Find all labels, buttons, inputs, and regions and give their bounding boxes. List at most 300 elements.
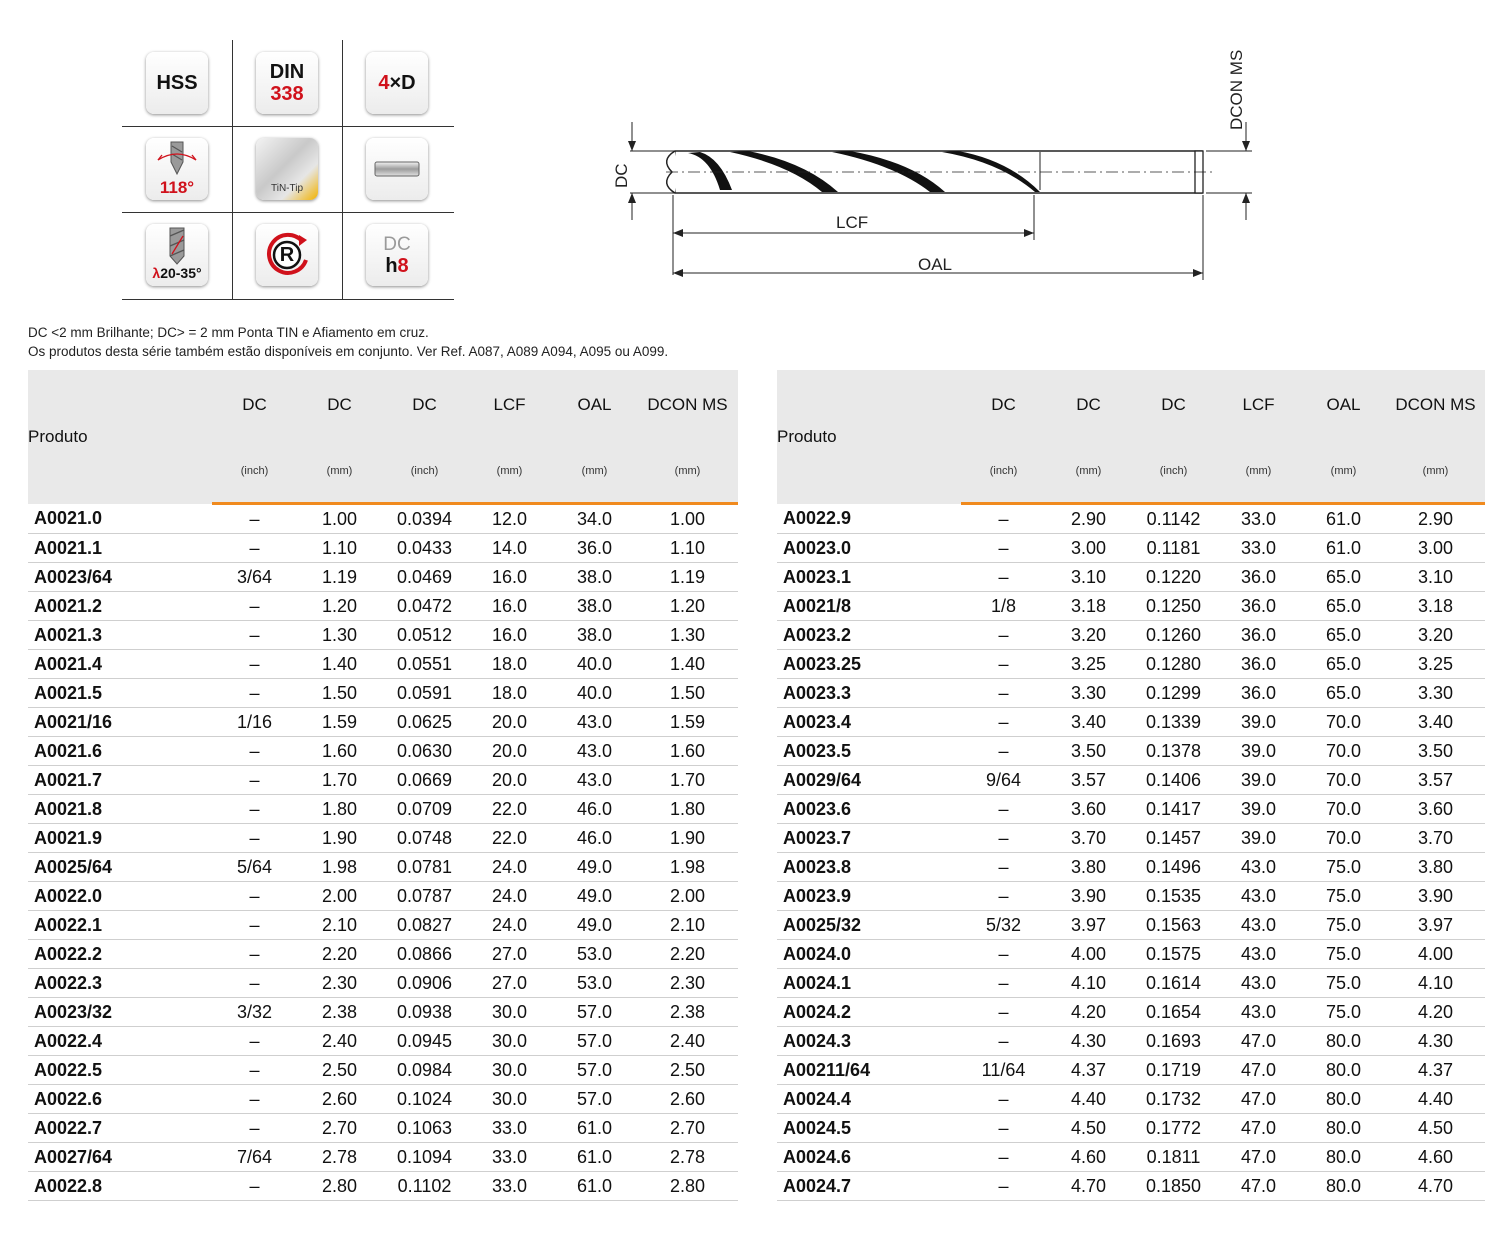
product-table-left (28, 370, 738, 1201)
table-cell: – (961, 621, 1046, 650)
table-cell: 65.0 (1301, 621, 1386, 650)
table-cell: 80.0 (1301, 1056, 1386, 1085)
column-header: LCF (467, 370, 552, 440)
rotation-label: R (279, 244, 295, 266)
product-code: A0024.1 (777, 969, 961, 998)
table-cell: 27.0 (467, 940, 552, 969)
table-cell: 3.80 (1386, 853, 1485, 882)
table-cell: 4.37 (1386, 1056, 1485, 1085)
table-row (28, 1027, 738, 1056)
table-cell: 43.0 (552, 708, 637, 737)
table-cell: 36.0 (1216, 621, 1301, 650)
table-cell: 2.10 (637, 911, 738, 940)
table-cell: 11/64 (961, 1056, 1046, 1085)
table-row (28, 1085, 738, 1114)
table-cell: 1.40 (637, 650, 738, 679)
table-row (28, 969, 738, 998)
table-cell: 0.1719 (1131, 1056, 1216, 1085)
table-cell: 61.0 (552, 1143, 637, 1172)
table-cell: 18.0 (467, 679, 552, 708)
table-cell: 3.20 (1046, 621, 1131, 650)
table-cell: 0.1260 (1131, 621, 1216, 650)
table-cell: 43.0 (1216, 940, 1301, 969)
table-row (777, 737, 1485, 766)
table-cell: – (212, 592, 297, 621)
table-cell: 0.1220 (1131, 563, 1216, 592)
table-cell: 3.30 (1046, 679, 1131, 708)
table-cell: 1.90 (297, 824, 382, 853)
product-code: A0024.2 (777, 998, 961, 1027)
table-cell: 2.80 (637, 1172, 738, 1201)
table-cell: 80.0 (1301, 1143, 1386, 1172)
material-label: HSS (156, 72, 198, 94)
table-cell: 0.0591 (382, 679, 467, 708)
product-code: A0023/64 (28, 563, 212, 592)
product-code: A0022.3 (28, 969, 212, 998)
table-cell: 53.0 (552, 940, 637, 969)
table-cell: 0.0787 (382, 882, 467, 911)
table-cell: 70.0 (1301, 824, 1386, 853)
table-row (28, 563, 738, 592)
table-cell: 3.00 (1046, 534, 1131, 563)
table-cell: 2.90 (1386, 504, 1485, 534)
table-cell: 43.0 (1216, 998, 1301, 1027)
table-cell: 4.30 (1046, 1027, 1131, 1056)
table-cell: 0.0984 (382, 1056, 467, 1085)
table-cell: – (212, 795, 297, 824)
table-cell: 1.60 (637, 737, 738, 766)
table-cell: 0.1102 (382, 1172, 467, 1201)
table-cell: 3.97 (1386, 911, 1485, 940)
table-cell: – (961, 1114, 1046, 1143)
produto-header: Produto (777, 370, 961, 504)
table-cell: 65.0 (1301, 679, 1386, 708)
tolerance-icon (366, 224, 428, 286)
table-cell: 0.1732 (1131, 1085, 1216, 1114)
table-cell: 36.0 (1216, 563, 1301, 592)
table-cell: 0.0472 (382, 592, 467, 621)
product-code: A0025/64 (28, 853, 212, 882)
table-row (777, 853, 1485, 882)
table-cell: 4.20 (1386, 998, 1485, 1027)
table-cell: 4.20 (1046, 998, 1131, 1027)
product-code: A0024.3 (777, 1027, 961, 1056)
table-cell: – (961, 679, 1046, 708)
table-cell: 3.18 (1046, 592, 1131, 621)
unit-label: (inch) (961, 440, 1046, 504)
din-label: DIN (269, 61, 305, 83)
table-cell: 65.0 (1301, 592, 1386, 621)
table-cell: 4.10 (1046, 969, 1131, 998)
table-cell: 0.1535 (1131, 882, 1216, 911)
unit-label: (mm) (1046, 440, 1131, 504)
table-cell: 1.80 (297, 795, 382, 824)
table-row (28, 1114, 738, 1143)
table-body-right (777, 504, 1485, 1201)
product-notes (28, 323, 668, 361)
table-cell: 16.0 (467, 563, 552, 592)
table-cell: – (212, 737, 297, 766)
table-cell: 33.0 (467, 1172, 552, 1201)
product-code: A0023.2 (777, 621, 961, 650)
table-cell: 3.57 (1046, 766, 1131, 795)
table-cell: 47.0 (1216, 1056, 1301, 1085)
table-cell: 3.25 (1046, 650, 1131, 679)
table-cell: 47.0 (1216, 1143, 1301, 1172)
table-cell: 0.0709 (382, 795, 467, 824)
table-cell: 3.18 (1386, 592, 1485, 621)
table-cell: 70.0 (1301, 795, 1386, 824)
table-cell: 2.30 (297, 969, 382, 998)
table-cell: 40.0 (552, 650, 637, 679)
table-cell: 1.98 (297, 853, 382, 882)
table-cell: – (212, 1027, 297, 1056)
table-cell: 80.0 (1301, 1085, 1386, 1114)
lcf-dimension-label: LCF (836, 213, 869, 232)
table-cell: 36.0 (1216, 592, 1301, 621)
column-header: DC (1046, 370, 1131, 440)
table-cell: 0.1654 (1131, 998, 1216, 1027)
unit-label: (mm) (467, 440, 552, 504)
table-cell: – (212, 679, 297, 708)
product-code: A0022.9 (777, 504, 961, 534)
table-cell: 57.0 (552, 1085, 637, 1114)
unit-label: (mm) (552, 440, 637, 504)
note-line: DC <2 mm Brilhante; DC> = 2 mm Ponta TIN e Afiamento em cruz. (28, 325, 429, 340)
table-cell: 65.0 (1301, 563, 1386, 592)
product-code: A0025/32 (777, 911, 961, 940)
table-cell: 0.1614 (1131, 969, 1216, 998)
table-row (777, 1085, 1485, 1114)
table-cell: 2.70 (637, 1114, 738, 1143)
table-cell: 0.1406 (1131, 766, 1216, 795)
table-cell: 49.0 (552, 882, 637, 911)
table-cell: 2.60 (637, 1085, 738, 1114)
table-header-row (777, 370, 1485, 440)
product-code: A0023.8 (777, 853, 961, 882)
table-cell: – (961, 969, 1046, 998)
table-cell: – (212, 1056, 297, 1085)
product-code: A0021.7 (28, 766, 212, 795)
din-number: 338 (270, 83, 304, 105)
table-cell: – (212, 969, 297, 998)
table-cell: 43.0 (1216, 853, 1301, 882)
table-cell: 14.0 (467, 534, 552, 563)
table-cell: 1.50 (637, 679, 738, 708)
table-row (777, 534, 1485, 563)
table-cell: 3.20 (1386, 621, 1485, 650)
table-cell: – (961, 940, 1046, 969)
dc-dimension-label: DC (612, 163, 631, 188)
table-cell: 24.0 (467, 853, 552, 882)
table-cell: 3.60 (1046, 795, 1131, 824)
table-cell: 0.1850 (1131, 1172, 1216, 1201)
table-cell: 47.0 (1216, 1172, 1301, 1201)
product-code: A0021.4 (28, 650, 212, 679)
table-cell: 33.0 (1216, 534, 1301, 563)
table-cell: 1.19 (637, 563, 738, 592)
table-row (777, 504, 1485, 534)
table-cell: 3.70 (1386, 824, 1485, 853)
table-row (28, 911, 738, 940)
table-cell: 49.0 (552, 911, 637, 940)
table-cell: 3.90 (1046, 882, 1131, 911)
table-cell: 0.0625 (382, 708, 467, 737)
column-header: DC (382, 370, 467, 440)
product-code: A0023.7 (777, 824, 961, 853)
table-row (28, 824, 738, 853)
table-row (28, 621, 738, 650)
table-row (777, 882, 1485, 911)
table-cell: 30.0 (467, 998, 552, 1027)
product-code: A0022.7 (28, 1114, 212, 1143)
table-cell: 0.1024 (382, 1085, 467, 1114)
table-cell: 47.0 (1216, 1027, 1301, 1056)
product-code: A0021.1 (28, 534, 212, 563)
table-cell: – (212, 766, 297, 795)
table-cell: – (961, 1085, 1046, 1114)
table-cell: – (961, 708, 1046, 737)
table-row (777, 708, 1485, 737)
table-cell: 2.70 (297, 1114, 382, 1143)
table-cell: 38.0 (552, 592, 637, 621)
table-cell: 4.50 (1386, 1114, 1485, 1143)
product-code: A0021/8 (777, 592, 961, 621)
table-header-row (28, 370, 738, 440)
table-cell: 9/64 (961, 766, 1046, 795)
table-row (777, 1056, 1485, 1085)
table-cell: 70.0 (1301, 766, 1386, 795)
table-cell: 0.1417 (1131, 795, 1216, 824)
table-cell: 3.97 (1046, 911, 1131, 940)
table-cell: 0.1496 (1131, 853, 1216, 882)
table-cell: 22.0 (467, 824, 552, 853)
table-cell: 1.00 (637, 504, 738, 534)
table-cell: 36.0 (552, 534, 637, 563)
table-cell: 3.80 (1046, 853, 1131, 882)
table-cell: 39.0 (1216, 766, 1301, 795)
table-cell: 33.0 (467, 1143, 552, 1172)
table-cell: 1.00 (297, 504, 382, 534)
table-cell: – (961, 563, 1046, 592)
table-cell: 3.50 (1046, 737, 1131, 766)
product-code: A0022.5 (28, 1056, 212, 1085)
product-code: A0023.25 (777, 650, 961, 679)
table-cell: – (212, 911, 297, 940)
grid-divider (122, 299, 454, 300)
table-cell: 47.0 (1216, 1114, 1301, 1143)
table-row (777, 592, 1485, 621)
straight-shank-icon (366, 138, 428, 200)
tolerance-h: h (385, 254, 398, 277)
table-cell: 75.0 (1301, 969, 1386, 998)
table-cell: – (212, 650, 297, 679)
table-row (28, 504, 738, 534)
product-code: A0021/16 (28, 708, 212, 737)
table-cell: 0.1693 (1131, 1027, 1216, 1056)
table-cell: 0.1094 (382, 1143, 467, 1172)
table-cell: 1.19 (297, 563, 382, 592)
table-row (28, 882, 738, 911)
table-cell: 3.40 (1046, 708, 1131, 737)
table-cell: – (961, 737, 1046, 766)
table-cell: 22.0 (467, 795, 552, 824)
table-cell: 5/32 (961, 911, 1046, 940)
table-cell: – (961, 853, 1046, 882)
table-cell: 2.30 (637, 969, 738, 998)
table-cell: 61.0 (1301, 504, 1386, 534)
table-cell: 0.1378 (1131, 737, 1216, 766)
table-cell: – (961, 824, 1046, 853)
table-cell: 4.60 (1386, 1143, 1485, 1172)
table-cell: 39.0 (1216, 795, 1301, 824)
table-cell: 70.0 (1301, 737, 1386, 766)
table-cell: 0.1339 (1131, 708, 1216, 737)
table-row (777, 824, 1485, 853)
table-row (28, 1143, 738, 1172)
table-row (28, 853, 738, 882)
table-cell: 1.50 (297, 679, 382, 708)
table-cell: 61.0 (1301, 534, 1386, 563)
table-cell: 20.0 (467, 766, 552, 795)
table-cell: 2.60 (297, 1085, 382, 1114)
table-row (28, 592, 738, 621)
product-code: A0021.3 (28, 621, 212, 650)
table-cell: 65.0 (1301, 650, 1386, 679)
table-cell: 1.98 (637, 853, 738, 882)
table-cell: 4.37 (1046, 1056, 1131, 1085)
product-code: A0024.4 (777, 1085, 961, 1114)
table-cell: 2.10 (297, 911, 382, 940)
table-row (28, 708, 738, 737)
table-cell: 3.10 (1046, 563, 1131, 592)
product-code: A0024.0 (777, 940, 961, 969)
table-cell: 53.0 (552, 969, 637, 998)
table-cell: 0.0669 (382, 766, 467, 795)
table-cell: 1.10 (297, 534, 382, 563)
table-row (777, 1027, 1485, 1056)
table-cell: 1.30 (637, 621, 738, 650)
grid-divider (342, 40, 343, 300)
product-code: A0022.4 (28, 1027, 212, 1056)
dcon-dimension-label: DCON MS (1227, 49, 1246, 130)
table-cell: – (212, 534, 297, 563)
table-cell: 2.80 (297, 1172, 382, 1201)
table-cell: 30.0 (467, 1056, 552, 1085)
table-cell: 46.0 (552, 824, 637, 853)
point-angle-icon (146, 138, 208, 200)
material-hss-icon (146, 52, 208, 114)
table-cell: 1.70 (637, 766, 738, 795)
table-cell: 0.1250 (1131, 592, 1216, 621)
table-cell: 0.1142 (1131, 504, 1216, 534)
table-cell: 80.0 (1301, 1027, 1386, 1056)
product-code: A0023.5 (777, 737, 961, 766)
table-cell: 75.0 (1301, 911, 1386, 940)
table-cell: 75.0 (1301, 882, 1386, 911)
table-cell: 0.0945 (382, 1027, 467, 1056)
table-cell: 43.0 (1216, 911, 1301, 940)
table-cell: – (212, 1114, 297, 1143)
product-code: A0023.4 (777, 708, 961, 737)
table-cell: 43.0 (1216, 969, 1301, 998)
product-code: A0021.2 (28, 592, 212, 621)
table-cell: – (212, 824, 297, 853)
product-code: A0022.8 (28, 1172, 212, 1201)
table-cell: 1.10 (637, 534, 738, 563)
table-row (28, 650, 738, 679)
table-cell: 4.40 (1046, 1085, 1131, 1114)
table-cell: 39.0 (1216, 737, 1301, 766)
product-code: A0029/64 (777, 766, 961, 795)
table-row (777, 766, 1485, 795)
table-cell: 20.0 (467, 737, 552, 766)
tolerance-num: 8 (397, 254, 409, 277)
shank-icon (366, 138, 428, 200)
table-cell: – (212, 1085, 297, 1114)
table-cell: 2.78 (297, 1143, 382, 1172)
table-cell: 3.25 (1386, 650, 1485, 679)
product-code: A0023.3 (777, 679, 961, 708)
table-cell: 1.59 (297, 708, 382, 737)
table-cell: 0.1181 (1131, 534, 1216, 563)
table-cell: 1.59 (637, 708, 738, 737)
table-cell: 38.0 (552, 563, 637, 592)
table-cell: 2.00 (637, 882, 738, 911)
coating-label: TiN-Tip (270, 183, 304, 194)
oal-dimension-label: OAL (918, 255, 953, 274)
note-line: Os produtos desta série também estão disponíveis em conjunto. Ver Ref. A087, A089 A094, A095 ou A099. (28, 344, 669, 359)
table-cell: 4.70 (1386, 1172, 1485, 1201)
table-cell: – (212, 504, 297, 534)
table-cell: 38.0 (552, 621, 637, 650)
table-cell: 2.78 (637, 1143, 738, 1172)
table-cell: 43.0 (552, 737, 637, 766)
product-code: A0021.6 (28, 737, 212, 766)
table-cell: 34.0 (552, 504, 637, 534)
table-cell: 4.10 (1386, 969, 1485, 998)
table-cell: 1.20 (297, 592, 382, 621)
table-cell: 49.0 (552, 853, 637, 882)
table-cell: 0.0469 (382, 563, 467, 592)
din-standard-icon (256, 52, 318, 114)
table-cell: 3/32 (212, 998, 297, 1027)
table-cell: – (961, 650, 1046, 679)
product-code: A0023/32 (28, 998, 212, 1027)
table-cell: 0.0866 (382, 940, 467, 969)
table-cell: 3.10 (1386, 563, 1485, 592)
table-cell: 2.20 (297, 940, 382, 969)
table-row (28, 679, 738, 708)
table-cell: 46.0 (552, 795, 637, 824)
table-cell: 0.0630 (382, 737, 467, 766)
unit-label: (mm) (1386, 440, 1485, 504)
table-cell: 57.0 (552, 1056, 637, 1085)
table-cell: 1.90 (637, 824, 738, 853)
table-cell: – (961, 1027, 1046, 1056)
table-cell: 80.0 (1301, 1114, 1386, 1143)
point-angle-label: 118° (159, 178, 195, 197)
table-cell: 43.0 (1216, 882, 1301, 911)
table-cell: 12.0 (467, 504, 552, 534)
table-row (28, 940, 738, 969)
product-code: A0027/64 (28, 1143, 212, 1172)
table-cell: 36.0 (1216, 650, 1301, 679)
table-cell: 57.0 (552, 998, 637, 1027)
unit-label: (mm) (637, 440, 738, 504)
product-code: A0022.0 (28, 882, 212, 911)
table-cell: 61.0 (552, 1114, 637, 1143)
